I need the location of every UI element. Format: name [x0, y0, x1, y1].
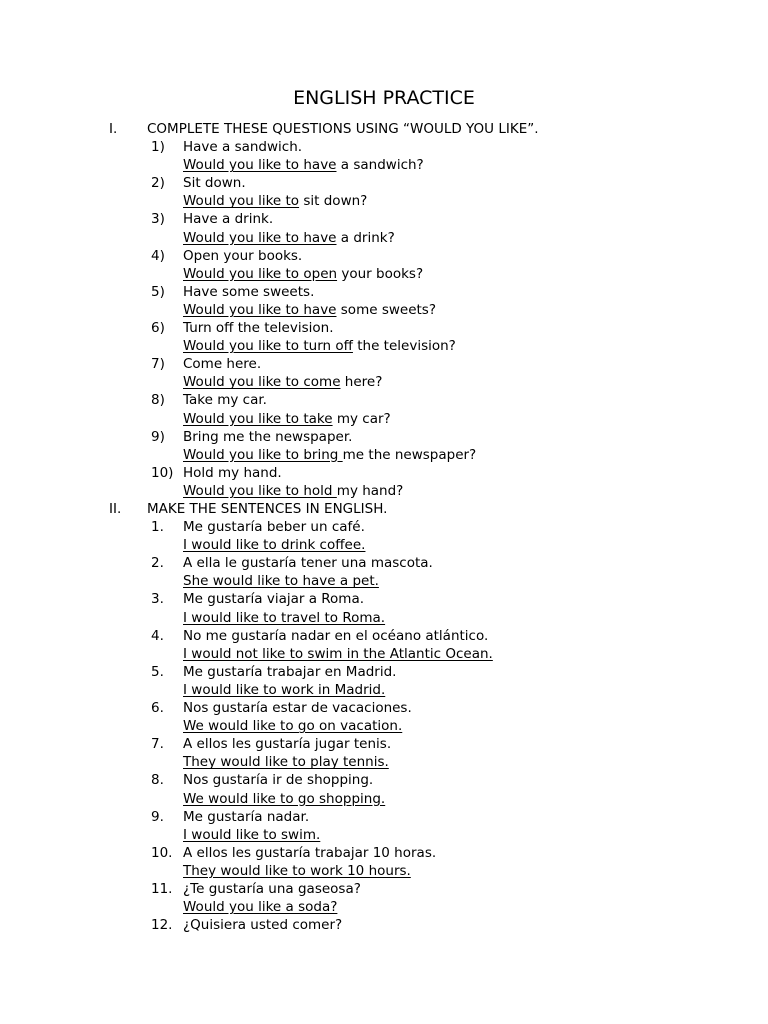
exercise-answer-line [0, 156, 768, 174]
exercise-answer-line [0, 482, 768, 500]
item-number: 6. [151, 700, 164, 717]
item-number: 3. [151, 591, 164, 608]
exercise-prompt-line [0, 554, 768, 572]
exercise-item [0, 283, 768, 319]
item-prompt: Me gustaría viajar a Roma. [183, 591, 365, 608]
item-answer: We would like to go on vacation. [183, 718, 403, 735]
item-number: 3) [151, 211, 165, 228]
item-answer: Would you like to open [183, 265, 338, 282]
item-prompt: Nos gustaría estar de vacaciones. [183, 700, 412, 717]
exercise-prompt-line [0, 627, 768, 645]
item-answer: Would you like to take [183, 410, 333, 427]
item-answer-rest: the television? [352, 338, 456, 355]
section-1-items [0, 138, 768, 500]
section-2 [0, 500, 768, 934]
exercise-item [0, 844, 768, 880]
item-prompt: Come here. [183, 356, 262, 373]
exercise-answer-line [0, 753, 768, 771]
exercise-item [0, 699, 768, 735]
answer-text [183, 192, 367, 210]
exercise-item [0, 518, 768, 554]
item-answer: I would like to work in Madrid. [183, 681, 386, 698]
exercise-item [0, 247, 768, 283]
answer-text [183, 609, 385, 627]
exercise-item [0, 391, 768, 427]
exercise-prompt-line [0, 699, 768, 717]
item-prompt: A ellos les gustaría jugar tenis. [183, 736, 392, 753]
exercise-answer-line [0, 229, 768, 247]
item-answer-rest: a drink? [336, 229, 395, 246]
item-number: 2. [151, 555, 164, 572]
item-prompt: Bring me the newspaper. [183, 428, 353, 445]
item-number: 4. [151, 627, 164, 644]
item-number: 8) [151, 392, 165, 409]
item-number: 8. [151, 772, 164, 789]
answer-text [183, 156, 424, 174]
item-prompt: Sit down. [183, 175, 246, 192]
exercise-prompt-line [0, 518, 768, 536]
exercise-item [0, 880, 768, 916]
answer-text [183, 862, 411, 880]
exercise-item [0, 355, 768, 391]
item-number: 12. [151, 917, 173, 934]
item-prompt: ¿Te gustaría una gaseosa? [183, 880, 361, 897]
exercise-prompt-line [0, 808, 768, 826]
exercise-answer-line [0, 373, 768, 391]
answer-text [183, 446, 476, 464]
exercise-item [0, 428, 768, 464]
item-answer-rest: sit down? [299, 193, 368, 210]
item-number: 7. [151, 736, 164, 753]
item-prompt: Turn off the television. [183, 320, 334, 337]
item-answer: I would like to travel to Roma. [183, 609, 386, 626]
exercise-answer-line [0, 862, 768, 880]
item-prompt: Nos gustaría ir de shopping. [183, 772, 374, 789]
item-answer-rest: me the newspaper? [342, 446, 477, 463]
item-answer: I would like to drink coffee. [183, 537, 366, 554]
exercise-item [0, 464, 768, 500]
exercise-answer-line [0, 192, 768, 210]
item-prompt: Me gustaría trabajar en Madrid. [183, 663, 397, 680]
answer-text [183, 536, 365, 554]
exercise-prompt-line [0, 391, 768, 409]
item-answer: Would you like a soda? [183, 899, 338, 916]
exercise-answer-line [0, 717, 768, 735]
exercise-prompt-line [0, 844, 768, 862]
exercise-prompt-line [0, 464, 768, 482]
exercise-prompt-line [0, 174, 768, 192]
exercise-answer-line [0, 645, 768, 663]
exercise-item [0, 627, 768, 663]
exercise-prompt-line [0, 916, 768, 934]
item-number: 9) [151, 428, 165, 445]
section-1-number: I. [109, 121, 118, 137]
page-title: ENGLISH PRACTICE [293, 87, 475, 109]
answer-text [183, 482, 403, 500]
item-answer: Would you like to [183, 193, 300, 210]
exercise-answer-line [0, 410, 768, 428]
exercise-prompt-line [0, 210, 768, 228]
item-number: 1. [151, 519, 164, 536]
item-prompt: A ella le gustaría tener una mascota. [183, 555, 433, 572]
exercise-answer-line [0, 681, 768, 699]
item-answer: Would you like to have [183, 229, 337, 246]
exercise-item [0, 554, 768, 590]
section-2-number: II. [109, 501, 122, 517]
answer-text [183, 229, 395, 247]
exercise-prompt-line [0, 428, 768, 446]
exercise-answer-line [0, 572, 768, 590]
item-prompt: Have a drink. [183, 211, 274, 228]
item-answer-rest: here? [340, 374, 383, 391]
item-number: 2) [151, 175, 165, 192]
item-answer: I would not like to swim in the Atlantic Ocean. [183, 645, 493, 662]
exercise-prompt-line [0, 590, 768, 608]
exercise-prompt-line [0, 355, 768, 373]
item-answer-rest: a sandwich? [336, 157, 424, 174]
exercise-prompt-line [0, 138, 768, 156]
section-2-heading [0, 500, 768, 518]
exercise-answer-line [0, 826, 768, 844]
item-answer: She would like to have a pet. [183, 573, 379, 590]
item-prompt: Have a sandwich. [183, 139, 303, 156]
item-prompt: Me gustaría nadar. [183, 808, 310, 825]
exercise-item [0, 663, 768, 699]
item-number: 10) [151, 464, 174, 481]
answer-text [183, 265, 423, 283]
answer-text [183, 337, 456, 355]
item-number: 1) [151, 139, 165, 156]
exercise-answer-line [0, 898, 768, 916]
exercise-item [0, 916, 768, 934]
exercise-prompt-line [0, 283, 768, 301]
exercise-answer-line [0, 337, 768, 355]
item-prompt: A ellos les gustaría trabajar 10 horas. [183, 844, 437, 861]
exercise-item [0, 319, 768, 355]
item-answer: Would you like to turn off [183, 338, 353, 355]
item-answer: They would like to play tennis. [183, 754, 389, 771]
exercise-prompt-line [0, 319, 768, 337]
answer-text [183, 826, 320, 844]
answer-text [183, 898, 337, 916]
item-answer: Would you like to come [183, 374, 341, 391]
item-answer: I would like to swim. [183, 826, 321, 843]
section-1-title: COMPLETE THESE QUESTIONS USING “WOULD YOU LIKE”. [147, 121, 539, 137]
exercise-answer-line [0, 609, 768, 627]
exercise-item [0, 590, 768, 626]
item-answer-rest: my hand? [336, 482, 404, 499]
exercise-prompt-line [0, 880, 768, 898]
exercise-prompt-line [0, 663, 768, 681]
item-number: 9. [151, 808, 164, 825]
item-answer: Would you like to hold [183, 482, 337, 499]
item-prompt: ¿Quisiera usted comer? [183, 917, 343, 934]
exercise-answer-line [0, 790, 768, 808]
item-prompt: Have some sweets. [183, 283, 315, 300]
section-2-title: MAKE THE SENTENCES IN ENGLISH. [147, 501, 388, 517]
item-number: 5) [151, 283, 165, 300]
item-answer-rest: your books? [337, 265, 424, 282]
item-number: 11. [151, 880, 173, 897]
section-1 [0, 120, 768, 500]
item-number: 4) [151, 247, 165, 264]
answer-text [183, 645, 493, 663]
section-2-items [0, 518, 768, 934]
item-number: 5. [151, 663, 164, 680]
exercise-answer-line [0, 301, 768, 319]
item-answer: We would like to go shopping. [183, 790, 386, 807]
answer-text [183, 681, 385, 699]
item-answer: Would you like to have [183, 157, 337, 174]
answer-text [183, 753, 389, 771]
item-prompt: No me gustaría nadar en el océano atlántico. [183, 627, 489, 644]
answer-text [183, 717, 402, 735]
exercise-prompt-line [0, 247, 768, 265]
item-number: 7) [151, 356, 165, 373]
exercise-answer-line [0, 446, 768, 464]
exercise-item [0, 174, 768, 210]
item-prompt: Hold my hand. [183, 464, 282, 481]
item-prompt: Take my car. [183, 392, 267, 409]
item-prompt: Me gustaría beber un café. [183, 519, 365, 536]
exercise-item [0, 210, 768, 246]
exercise-prompt-line [0, 771, 768, 789]
exercise-answer-line [0, 265, 768, 283]
answer-text [183, 301, 436, 319]
exercise-answer-line [0, 536, 768, 554]
exercise-item [0, 735, 768, 771]
answer-text [183, 572, 379, 590]
item-prompt: Open your books. [183, 247, 303, 264]
item-answer: Would you like to bring [183, 446, 343, 463]
section-1-heading [0, 120, 768, 138]
item-answer: Would you like to have [183, 301, 337, 318]
answer-text [183, 790, 385, 808]
answer-text [183, 373, 382, 391]
exercise-prompt-line [0, 735, 768, 753]
item-number: 10. [151, 844, 173, 861]
item-number: 6) [151, 320, 165, 337]
item-answer-rest: my car? [332, 410, 391, 427]
answer-text [183, 410, 391, 428]
item-answer-rest: some sweets? [336, 301, 436, 318]
item-answer: They would like to work 10 hours. [183, 862, 411, 879]
exercise-item [0, 771, 768, 807]
exercise-item [0, 808, 768, 844]
exercise-item [0, 138, 768, 174]
